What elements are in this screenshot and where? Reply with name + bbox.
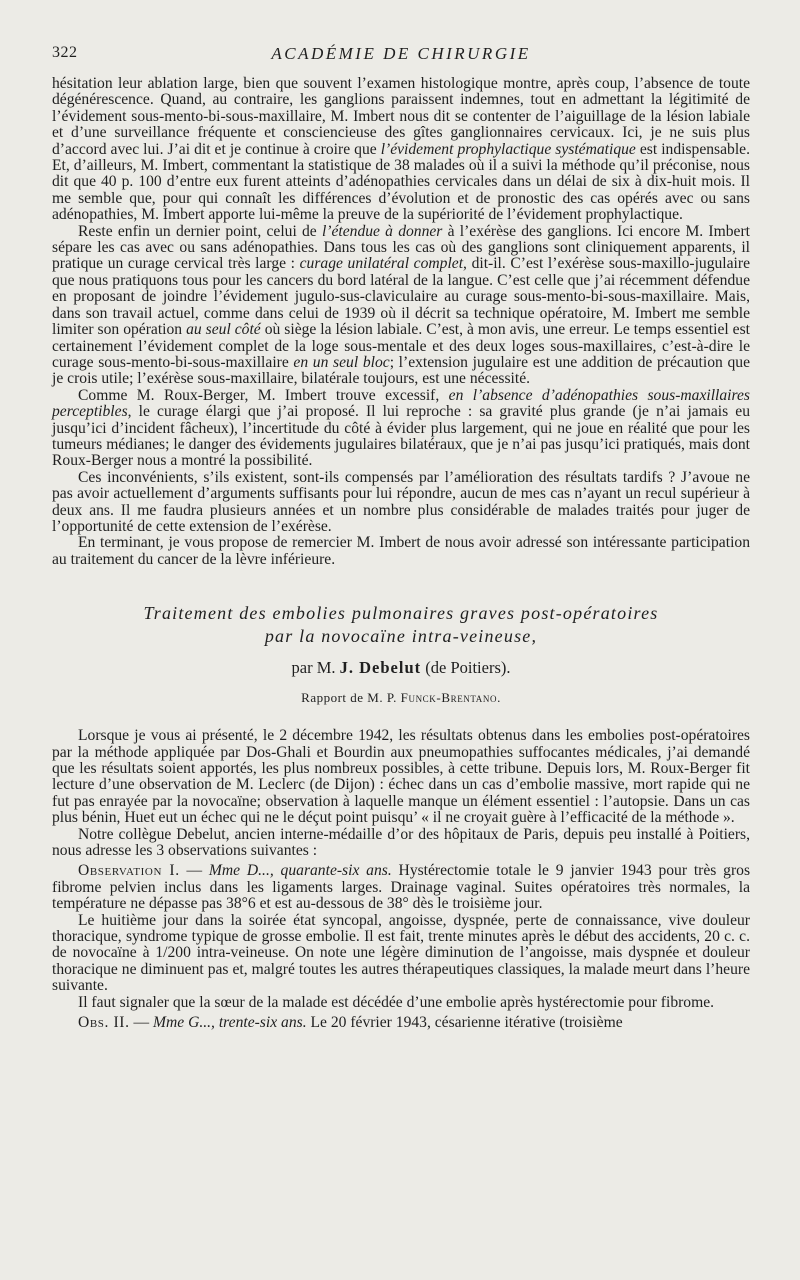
text-run: est indispensable. Et, d’ailleurs, M. Imbert, commentant la statistique de 38 malades où il a suivi la méthode qu’il préconise, nous dit que 40 p. 100 d’entre eux furent atteints d’adénopathies cervicales dans un délai de six à dix-huit mois. Il me semble que, pour qui connaît les différences d’évolution et de pronostic des cas opérés avec ou sans adénopathies, M. Imbert apporte lui-même la preuve de la supériorité de l’évidement prophylactique. <box>52 140 750 224</box>
text-run: Comme M. Roux-Berger, M. Imbert trouve excessif, <box>78 386 449 404</box>
emphasis: au seul côté <box>186 321 261 339</box>
text-run: , dit-il. C’est l’exérèse sous-maxillo-jugulaire que nous pratiquons tous pour les cancers du bord latéral de la langue. C’est celle que j’ai récemment défendue en proposant de joindre l’évidement jugulo-sus-claviculaire au curage sous-mento-bi-sous-maxillaire. Mais, dans son travail actuel, comme dans celui de 1939 où il décrit sa technique opératoire, M. Imbert me semble limiter son opération <box>52 255 750 339</box>
paragraph: Il faut signaler que la sœur de la malade est décédée d’une embolie après hystérectomie pour fibrome. <box>78 993 715 1011</box>
paragraph <box>52 76 750 224</box>
report-suffix: . <box>497 690 501 706</box>
report-credit <box>52 690 750 706</box>
text-run: hésitation leur ablation large, bien que souvent l’examen histologique montre, après coup, l’absence de toute dégénérescence. Quand, au contraire, les ganglions paraissent indemnes, tout en admettant la légitimité de l’évidement sous-mento-bi-sous-maxillaire, M. Imbert nous dit se contenter de l’aiguillage de la lésion labiale et d’une surveillance fréquente et consciencieuse des gîtes ganglionnaires cervicaux. Ici, je ne suis plus d’accord avec lui. J’ai dit et je continue à croire que <box>52 75 750 158</box>
dash: — <box>129 1014 153 1032</box>
observation-1 <box>52 863 750 912</box>
article-title-line: par la novocaïne intra-veineuse, <box>264 626 538 647</box>
emphasis: l’étendue à donner <box>321 222 443 240</box>
observation-label: Obs. II. <box>78 1014 130 1032</box>
emphasis: en l’absence d’adénopathies sous-maxillaires perceptibles <box>52 386 750 421</box>
observation-2 <box>52 1015 750 1031</box>
text-run: à l’exérèse des ganglions. Ici encore M. Imbert sépare les cas avec ou sans adénopathies. Dans tous les cas où des ganglions sont cliniquement apparents, il pratique un curage cervical très large : <box>52 222 750 273</box>
paragraph: Le huitième jour dans la soirée état syncopal, angoisse, dyspnée, perte de connaissance, vive douleur thoracique, syndrome typique de grosse embolie. Il est fait, trente minutes après le début des accidents, 20 c. c. de novocaïne à 1/200 intra-veineuse. On note une légère diminution de l’angoisse, mais dyspnée et douleur thoracique ne diminuent pas et, malgré toutes les autres thérapeutiques classiques, la malade meurt dans l’heure suivante. <box>52 911 750 995</box>
page-number: 322 <box>52 44 78 61</box>
paragraph: En terminant, je vous propose de remercier M. Imbert de nous avoir adressé son intéressante participation au traitement du cancer de la lèvre inférieure. <box>52 534 750 568</box>
byline-prefix: par M. <box>291 658 340 678</box>
observation-label: Observation I. <box>78 862 180 880</box>
emphasis: l’évidement prophylactique systématique <box>380 140 636 158</box>
emphasis: curage unilatéral complet <box>299 255 464 273</box>
dash: — <box>179 862 209 880</box>
paragraph <box>52 224 750 388</box>
text-run: , le curage élargi que j’ai proposé. Il lui reproche : sa gravité plus grande (je n’ai jamais eu jusqu’ici d’incident fâcheux), l’incertitude du côté à évider plus largement, qui ne joue en réalité que pour les tumeurs médianes; le danger des évidements jugulaires bilatéraux, que je n’ai pas jusqu’ici pratiqués, mais dont Roux-Berger nous a montré la possibilité. <box>52 403 750 470</box>
article-title-line: Traitement des embolies pulmonaires graves post-opératoires <box>143 603 659 624</box>
rapporteur-name: Funck-Brentano <box>400 690 498 706</box>
byline-affiliation: (de Poitiers). <box>421 658 511 678</box>
article-body <box>52 728 750 1031</box>
report-prefix: Rapport de M. P. <box>301 690 401 706</box>
text-run: où siège la lésion labiale. C’est, à mon avis, une erreur. Le temps essentiel est certainement l’évidement complet de la loge sous-mentale et des deux loges sous-maxillaires, c’est-à-dire le curage sous-mento-bi-sous-maxillaire <box>52 321 751 371</box>
text-run: Reste enfin un dernier point, celui de <box>78 222 322 240</box>
journal-title: ACADÉMIE DE CHIRURGIE <box>271 44 531 63</box>
patient-identifier: Mme G..., trente-six ans. <box>153 1014 307 1032</box>
text-run: ; l’extension jugulaire est une addition de précaution que je crois utile; l’exérèse sous-maxillaire, bilatérale toujours, est une nécessité. <box>52 353 750 388</box>
byline <box>52 658 750 678</box>
emphasis: en un seul bloc <box>293 353 390 371</box>
paragraph: Notre collègue Debelut, ancien interne-médaille d’or des hôpitaux de Paris, depuis peu installé à Poitiers, nous adresse les 3 observations suivantes : <box>52 825 750 860</box>
preceding-article-text <box>52 76 750 568</box>
patient-identifier: Mme D..., quarante-six ans. <box>208 862 392 880</box>
paragraph: Lorsque je vous ai présenté, le 2 décembre 1942, les résultats obtenus dans les embolies post-opératoires par la méthode appliquée par Dos-Ghali et Bourdin aux pneumopathies suffocantes médicales, j’ai demandé que les résultats soient apportés, les plus nombreux possibles, à cette tribune. Depuis lors, M. Roux-Berger fit lecture d’une observation de M. Leclerc (de Dijon) : échec dans un cas d’embolie massive, mort rapide qui ne fut pas enrayée par la novocaïne; observation à laquelle manque un élément essentiel : l’autopsie. Dans un cas plus bénin, Huet eut un échec qui ne le déçut point puisqu’ « il ne croyait guère à l’efficacité de la méthode ». <box>52 727 750 827</box>
text-run: Le 20 février 1943, césarienne itérative (troisième <box>306 1014 623 1032</box>
paragraph: Ces inconvénients, s’ils existent, sont-ils compensés par l’amélioration des résultats tardifs ? J’avoue ne pas avoir actuellement d’arguments suffisants pour lui répondre, aucun de mes cas n’ayant un recul supérieur à deux ans. Il me faudra plusieurs années et un nombre plus considérable de malades traités pour juger de l’opportunité de cette extension de l’exérèse. <box>52 468 750 535</box>
text-run: Hystérectomie totale le 9 janvier 1943 pour très gros fibrome pelvien inclus dans les ligaments larges. Drainage vaginal. Suites opératoires très normales, la température ne dépasse pas 38°6 et est au-dessous de 38° dès le troisième jour. <box>52 862 751 913</box>
running-head <box>52 44 750 68</box>
article-title <box>52 602 750 648</box>
author-name: J. Debelut <box>339 658 422 678</box>
paragraph <box>52 388 750 470</box>
